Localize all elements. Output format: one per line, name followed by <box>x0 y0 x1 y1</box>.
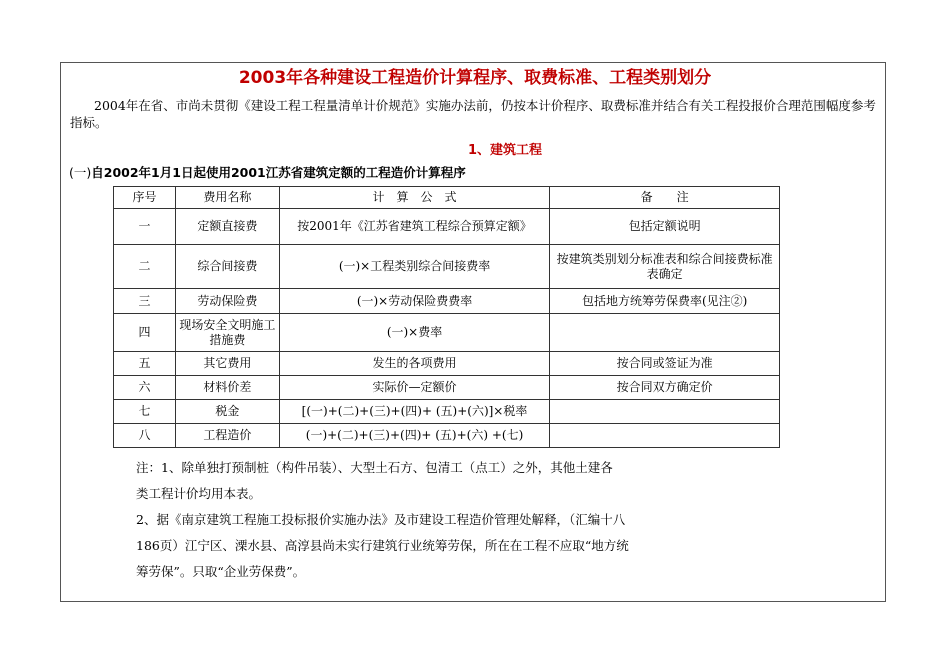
table-cell <box>550 314 780 352</box>
table-header-row <box>114 187 780 209</box>
table-cell: 七 <box>114 400 176 424</box>
table-cell: 按合同或签证为准 <box>550 352 780 376</box>
table-cell <box>550 424 780 448</box>
table-cell: 实际价—定额价 <box>279 376 550 400</box>
table-cell: 税金 <box>175 400 279 424</box>
table-cell <box>550 400 780 424</box>
table-cell: (一)+(二)+(三)+(四)+ (五)+(六) +(七) <box>279 424 550 448</box>
table-cell: 按合同双方确定价 <box>550 376 780 400</box>
table-cell: 三 <box>114 289 176 314</box>
table-cell: 材料价差 <box>175 376 279 400</box>
table-cell: (一)×费率 <box>279 314 550 352</box>
subsection-prefix: (一) <box>69 165 92 180</box>
table-row <box>114 289 780 314</box>
table-cell: 按2001年《江苏省建筑工程综合预算定额》 <box>279 209 550 245</box>
subsection-title: 自2002年1月1日起使用2001江苏省建筑定额的工程造价计算程序 <box>91 165 466 180</box>
table-cell: 工程造价 <box>175 424 279 448</box>
table-row <box>114 245 780 289</box>
table-cell: 其它费用 <box>175 352 279 376</box>
table-cell: 按建筑类别划分标准表和综合间接费标准表确定 <box>550 245 780 289</box>
note-line: 筹劳保”。只取“企业劳保费”。 <box>136 564 306 579</box>
table-cell: 五 <box>114 352 176 376</box>
table-cell: 劳动保险费 <box>175 289 279 314</box>
table-cell: 定额直接费 <box>175 209 279 245</box>
table-cell: 现场安全文明施工措施费 <box>175 314 279 352</box>
note-line: 注：1、除单独打预制桩（构件吊装）、大型土石方、包清工（点工）之外，其他土建各 <box>136 460 613 475</box>
calculation-table <box>113 186 780 448</box>
header-cell: 备 注 <box>550 187 780 209</box>
table-cell: 发生的各项费用 <box>279 352 550 376</box>
note-line: 186页）江宁区、溧水县、高淳县尚未实行建筑行业统筹劳保，所在在工程不应取“地方统 <box>136 538 629 553</box>
header-cell: 序号 <box>114 187 176 209</box>
section-title: 1、建筑工程 <box>467 143 543 158</box>
table-cell: 包括定额说明 <box>550 209 780 245</box>
table-cell: (一)×工程类别综合间接费率 <box>279 245 550 289</box>
table-row <box>114 352 780 376</box>
table-cell: 包括地方统筹劳保费率(见注②) <box>550 289 780 314</box>
table-row <box>114 314 780 352</box>
table-row <box>114 400 780 424</box>
note-line: 2、据《南京建筑工程施工投标报价实施办法》及市建设工程造价管理处解释，（汇编十八 <box>136 512 626 527</box>
table-row <box>114 424 780 448</box>
notes-block <box>136 455 696 585</box>
table-cell: 四 <box>114 314 176 352</box>
table-row <box>114 209 780 245</box>
table-cell: 一 <box>114 209 176 245</box>
header-cell: 计 算 公 式 <box>279 187 550 209</box>
table-cell: 六 <box>114 376 176 400</box>
table-cell: 八 <box>114 424 176 448</box>
subsection-heading <box>69 163 466 181</box>
table-cell: (一)×劳动保险费费率 <box>279 289 550 314</box>
page-title: 2003年各种建设工程造价计算程序、取费标准、工程类别划分 <box>238 68 712 88</box>
table-cell: 二 <box>114 245 176 289</box>
table-row <box>114 376 780 400</box>
note-line: 类工程计价均用本表。 <box>136 486 262 501</box>
table-cell: 综合间接费 <box>175 245 279 289</box>
table-cell: [(一)+(二)+(三)+(四)+ (五)+(六)]×税率 <box>279 400 550 424</box>
intro-paragraph: 2004年在省、市尚未贯彻《建设工程工程量清单计价规范》实施办法前，仍按本计价程序、取费标准并结合有关工程投报价合理范围幅度参考指标。 <box>70 98 876 130</box>
header-cell: 费用名称 <box>175 187 279 209</box>
